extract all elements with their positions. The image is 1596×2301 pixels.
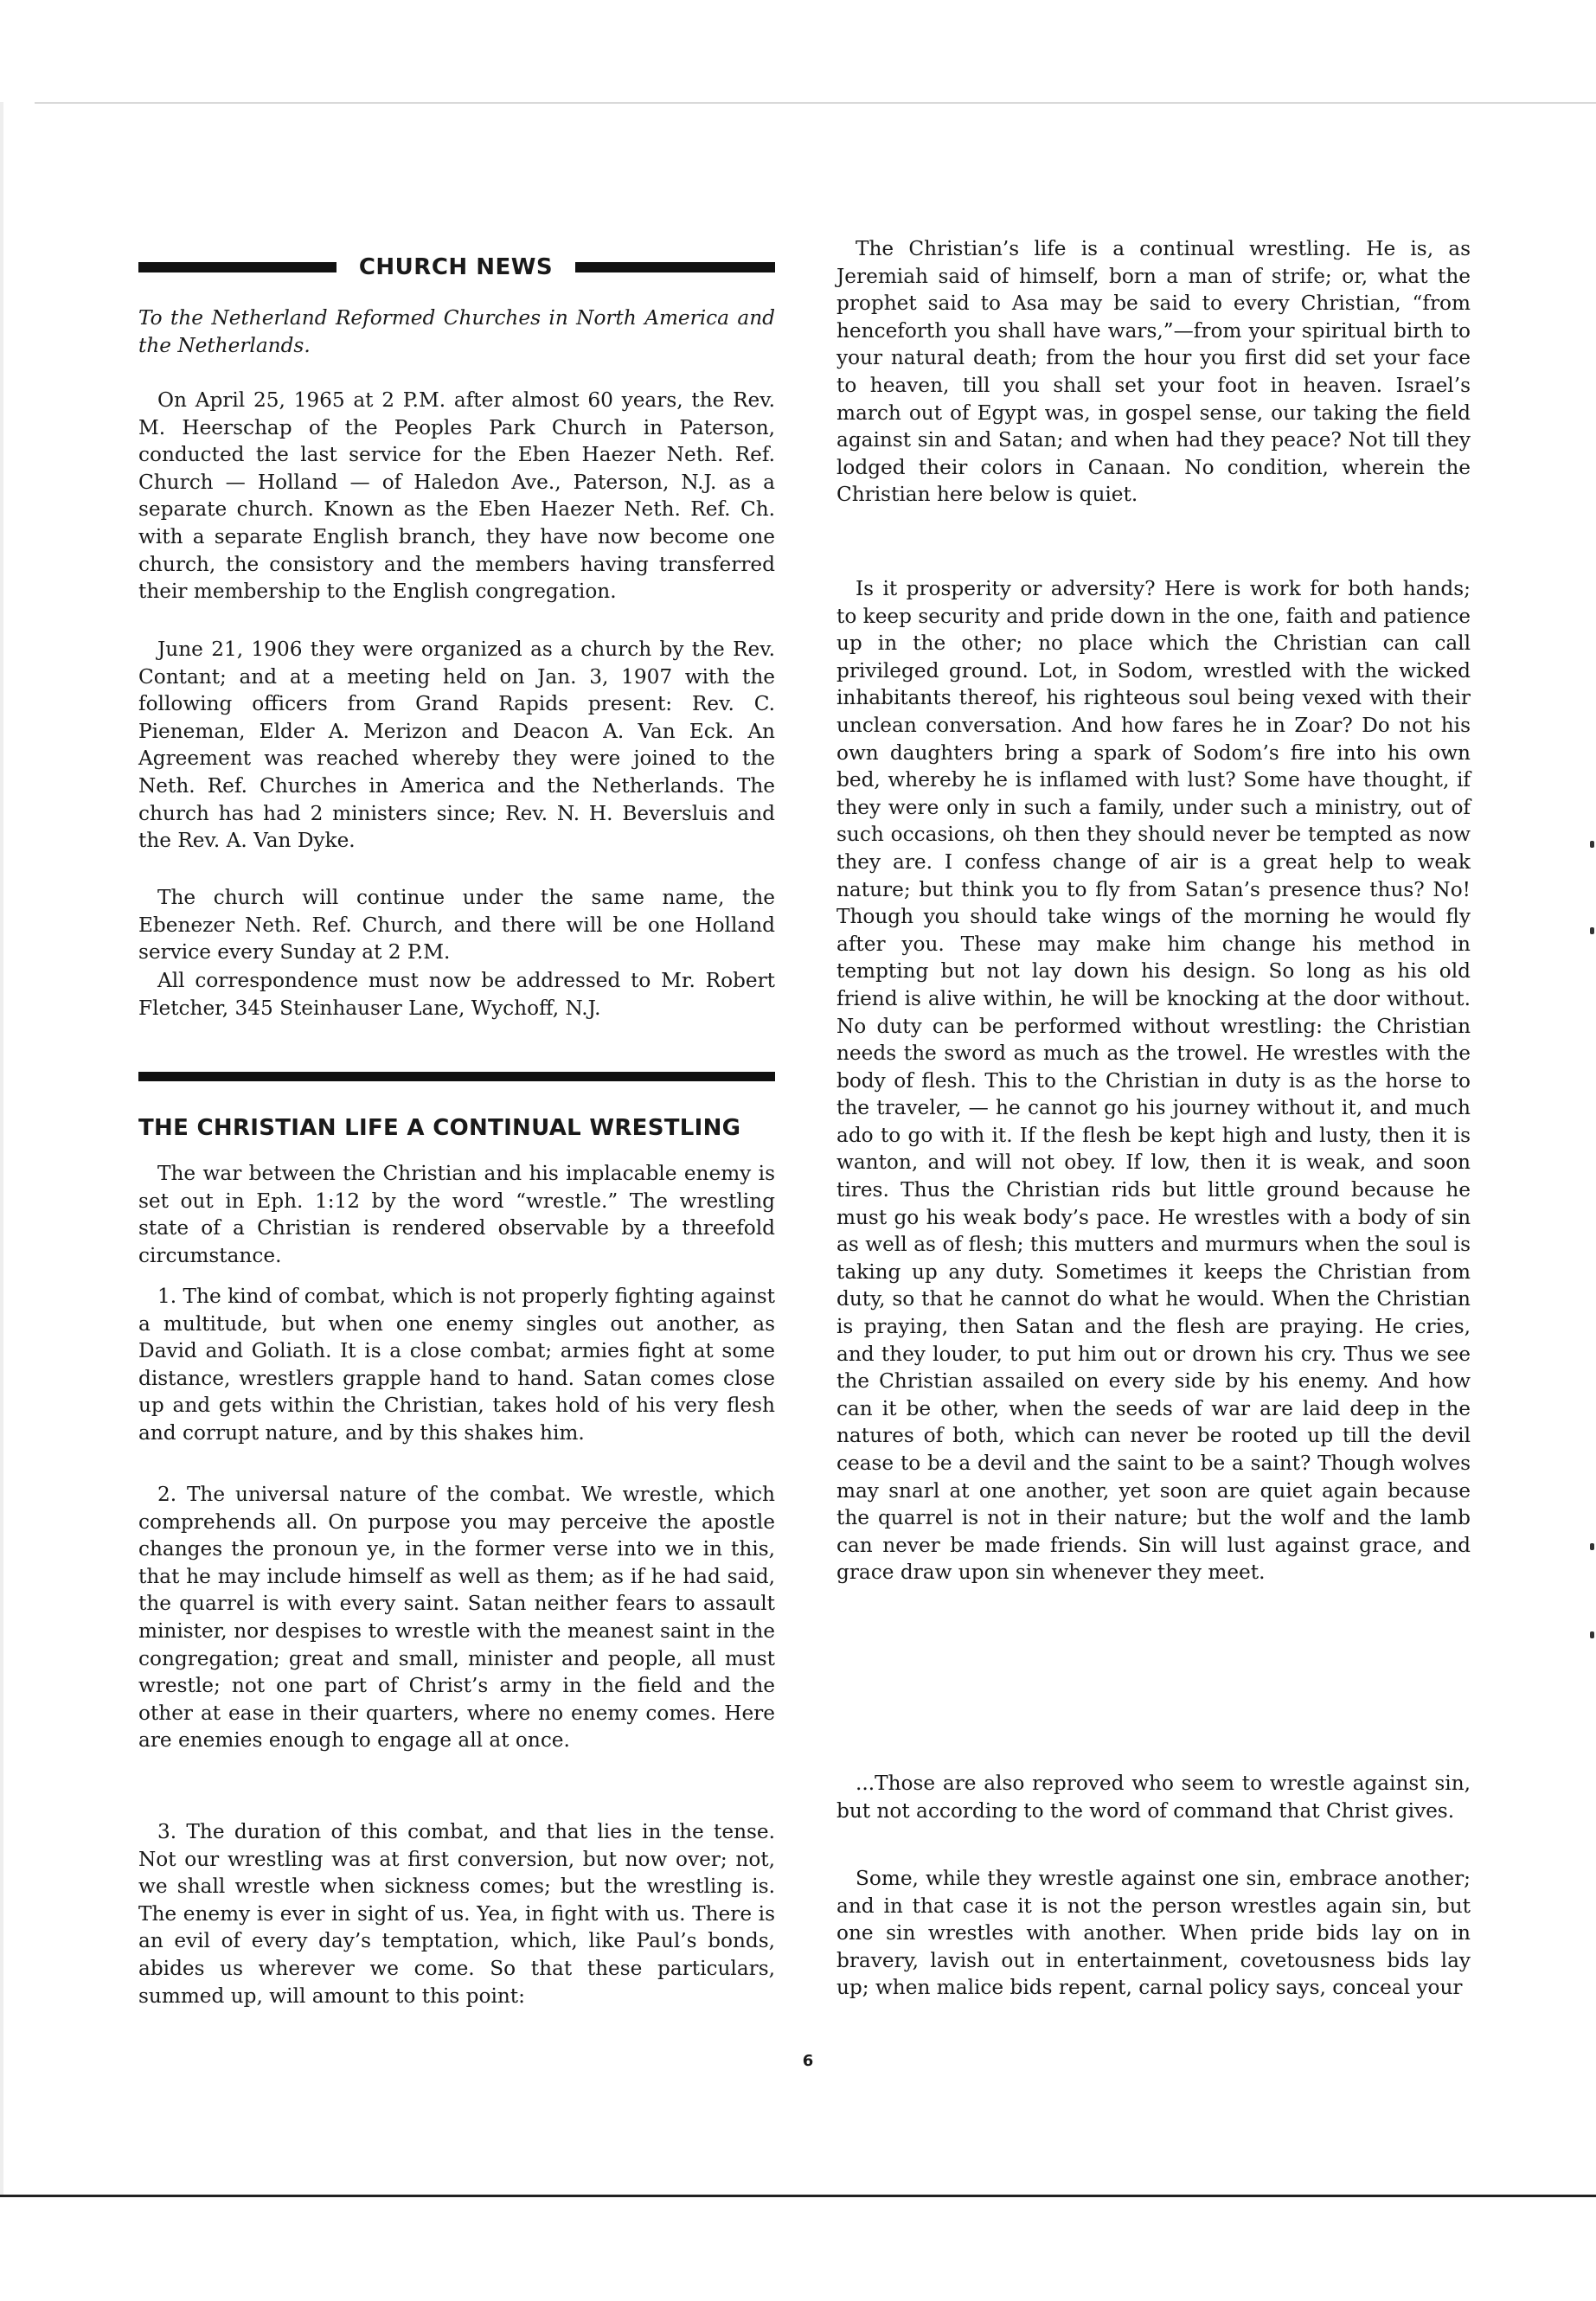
article-paragraph: Is it prosperity or adversity? Here is work for both hands; to keep security and pride down in the one, faith and patience up in the other; no place which the Christian can call privileged ground. Lot, in Sodom, wrestled with the wicked inhabitants thereof, his righteous soul being vexed with their unclean conversation. And how fares he in Zoar? Do not his own daughters bring a spark of Sodom’s fire into his own bed, whereby he is inflamed with lust? Some have thought, if they were only in such a family, under such a ministry, out of such occasions, oh then they should never be tempted as now they are. I confess change of air is a great help to weak nature; but think you to fly from Satan’s presence thus? No! Though you should take wings of the morning he would fly after you. These may make him change his method in tempting but not lay down his design. So long as his old friend is alive within, he will be knocking at the door without. No duty can be performed without wrestling: the Christian needs the sword as much as the trowel. He wrestles with the body of flesh. This to the Christian in duty is as the horse to the traveler, — he cannot go his journey without it, and much ado to go with it. If the flesh be kept high and lusty, then it is wanton, and will not obey. If low, then it is weak, and soon tires. Thus the Christian rids but little ground because he must go his weak body’s pace. He wrestles with a body of sin as well as of flesh; this mutters and murmurs when the soul is taking up any duty. Sometimes it keeps the Christian from duty, so that he cannot do what he would. When the Christian is praying, then Satan and the flesh are praying. He cries, and they louder, to put him out or drown his cry. Thus we see the Christian assailed on every side by his enemy. And how can it be other, when the seeds of war are laid deep in the natures of both, which can never be rooted up till the devil cease to be a devil and the saint to be a saint? Though wolves may snarl at one another, yet soon are quiet again because the quarrel is not in their nature; but the wolf and the lamb can never be made friends. Sin will lust against grace, and grace draw upon sin whenever they meet.: [836, 577, 1471, 1585]
church-news-paragraph: All correspondence must now be addressed to Mr. Robert Fletcher, 345 Steinhauser Lane, Wychoff, N.J.: [138, 969, 775, 1020]
article-paragraph: ...Those are also reproved who seem to wrestle against sin, but not according to the word of command that Christ gives.: [836, 1772, 1471, 1823]
article-paragraph: 1. The kind of combat, which is not properly fighting against a multitude, but when one enemy singles out another, as David and Goliath. It is a close combat; armies fight at some distance, wrestlers grapple hand to hand. Satan comes close up and gets within the Christian, takes hold of his very flesh and corrupt nature, and by this shakes him.: [138, 1285, 775, 1445]
binding-hole-mark: [1590, 1631, 1594, 1638]
header-bar-right: [575, 262, 775, 272]
page-left-edge: [0, 102, 3, 2195]
binding-hole-mark: [1590, 1543, 1594, 1550]
page-number: 6: [802, 2052, 814, 2070]
church-news-salutation: To the Netherland Reformed Churches in North America and the Netherlands.: [138, 306, 775, 357]
page-top-edge: [35, 102, 1596, 104]
church-news-paragraph: June 21, 1906 they were organized as a church by the Rev. Contant; and at a meeting held on Jan. 3, 1907 with the following officers from Grand Rapids present: Rev. C. Pieneman, Elder A. Merizon and Deacon A. Van Eck. An Agreement was reached whereby they were joined to the Neth. Ref. Churches in America and the Netherlands. The church has had 2 ministers since; Rev. N. H. Beversluis and the Rev. A. Van Dyke.: [138, 638, 775, 853]
article-paragraph: The Christian’s life is a continual wrestling. He is, as Jeremiah said of himself, born a man of strife; or, what the prophet said to Asa may be said to every Christian, “from henceforth you shall have wars,”—from your spiritual birth to your natural death; from the hour you first did set your face to heaven, till you shall set your foot in heaven. Israel’s march out of Egypt was, in gospel sense, our taking the field against sin and Satan; and when had they peace? Not till they lodged their colors in Canaan. No condition, wherein the Christian here below is quiet.: [836, 237, 1471, 507]
section-divider: [138, 1072, 775, 1081]
article-paragraph: Some, while they wrestle against one sin, embrace another; and in that case it is not the person wrestles again sin, but one sin wrestles with another. When pride bids lay on in bravery, lavish out in entertainment, covetousness bids lay up; when malice bids repent, carnal policy says, conceal your: [836, 1867, 1471, 2000]
article-paragraph: 3. The duration of this combat, and that lies in the tense. Not our wrestling was at first conversion, but now over; not, we shall wrestle when sickness comes; but the wrestling is. The enemy is ever in sight of us. Yea, in fight with us. There is an evil of every day’s temptation, which, like Paul’s bonds, abides us wherever we come. So that these particulars, summed up, will amount to this point:: [138, 1820, 775, 2008]
article-paragraph: 2. The universal nature of the combat. We wrestle, which comprehends all. On purpose you may perceive the apostle changes the pronoun ye, in the former verse into we in this, that he may include himself as well as them; as if he had said, the quarrel is with every saint. Satan neither fears to assault minister, nor despises to wrestle with the meanest saint in the congregation; great and small, minister and people, all must wrestle; not one part of Christ’s army in the field and the other at ease in their quarters, where no enemy comes. Here are enemies enough to engage all at once.: [138, 1483, 775, 1753]
church-news-heading: CHURCH NEWS: [358, 254, 554, 280]
article-paragraph: The war between the Christian and his implacable enemy is set out in Eph. 1:12 by the word “wrestle.” The wrestling state of a Christian is rendered observable by a threefold circumstance.: [138, 1162, 775, 1267]
page-bottom-edge: [0, 2195, 1596, 2197]
header-bar-left: [138, 262, 337, 272]
binding-hole-mark: [1590, 841, 1594, 848]
church-news-header: [138, 250, 775, 285]
article-title: THE CHRISTIAN LIFE A CONTINUAL WRESTLING: [138, 1115, 741, 1141]
church-news-paragraph: On April 25, 1965 at 2 P.M. after almost 60 years, the Rev. M. Heerschap of the Peoples Park Church in Paterson, conducted the last service for the Eben Haezer Neth. Ref. Church — Holland — of Haledon Ave., Paterson, N.J. as a separate church. Known as the Eben Haezer Neth. Ref. Ch. with a separate English branch, they have now become one church, the consistory and the members having transferred their membership to the English congregation.: [138, 388, 775, 604]
binding-hole-mark: [1590, 927, 1594, 934]
church-news-paragraph: The church will continue under the same name, the Ebenezer Neth. Ref. Church, and there will be one Holland service every Sunday at 2 P.M.: [138, 886, 775, 965]
